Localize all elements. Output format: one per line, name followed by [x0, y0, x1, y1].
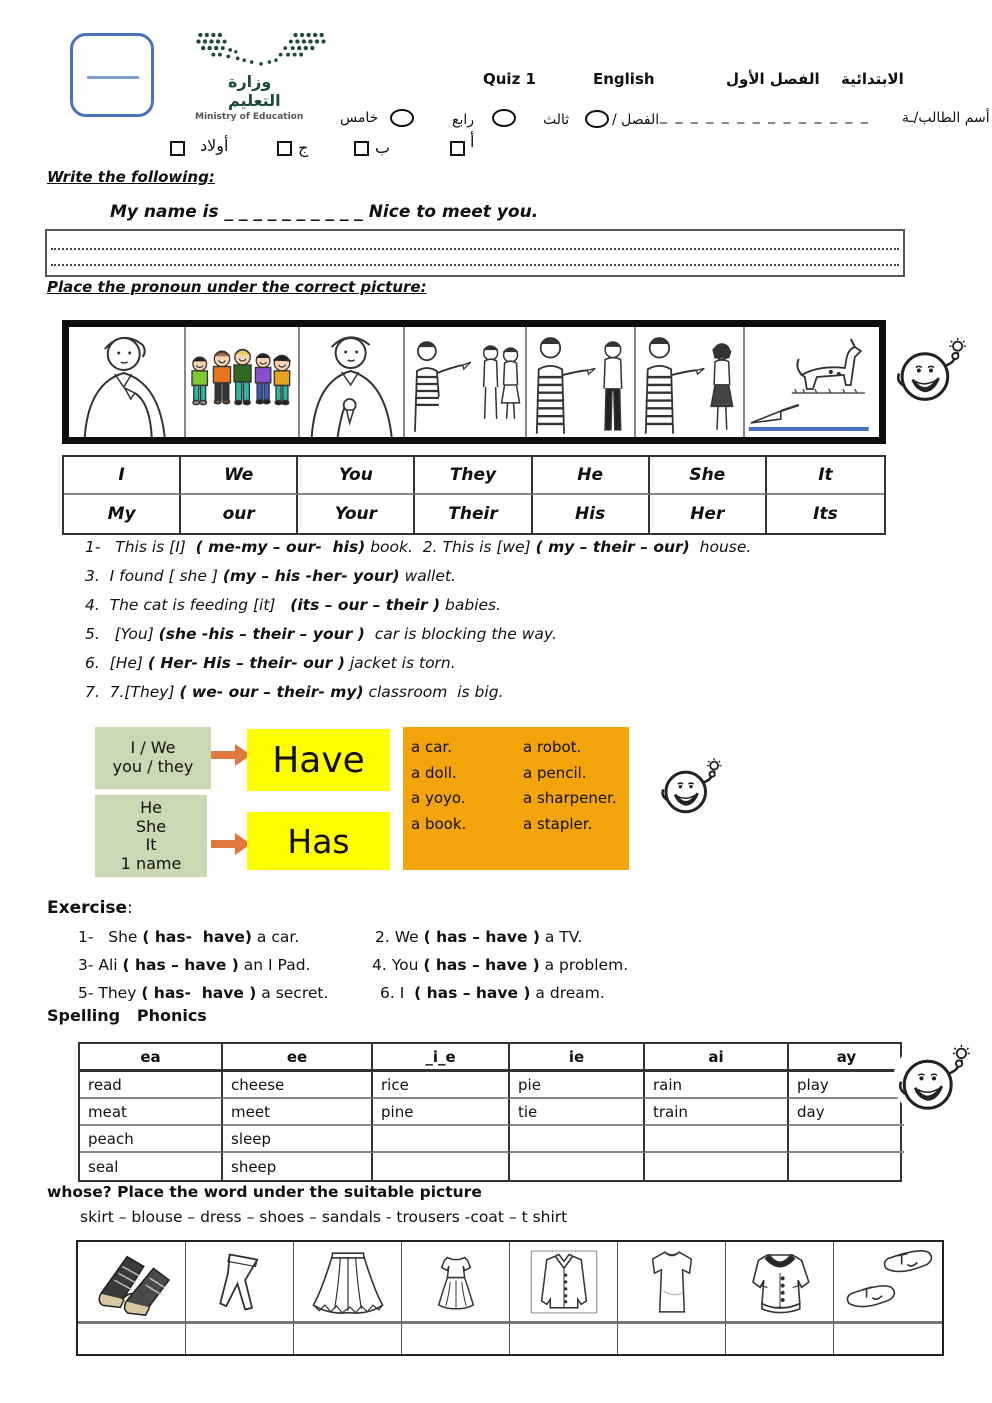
phonics-answer-cell[interactable]: [510, 1153, 645, 1180]
has-subjects-line: She: [135, 816, 167, 836]
pronoun-table: [62, 455, 886, 535]
phonics-cell: peach: [80, 1126, 223, 1153]
object-item: a robot.: [523, 738, 582, 756]
grade-third-label: ثالث: [543, 112, 570, 128]
picture-skirt: [294, 1242, 402, 1324]
object-item: a pencil.: [523, 763, 587, 782]
picture-they-boy-pointing-couple: [405, 327, 527, 437]
picture-t-shirt: [618, 1242, 726, 1324]
pronoun-exercise: [85, 533, 945, 707]
exercise-heading: Exercise:: [47, 898, 133, 918]
section-c-checkbox[interactable]: [277, 141, 292, 156]
section-b-label: ب: [375, 138, 391, 157]
phonics-header: ie: [510, 1044, 645, 1072]
picture-she-boy-pointing-woman: [636, 327, 745, 437]
phonics-cell: day: [789, 1099, 904, 1126]
clothing-answer-cell[interactable]: [618, 1324, 726, 1354]
clothing-answer-cell[interactable]: [294, 1324, 402, 1354]
student-name-blank[interactable]: _ _ _ _ _ _ _ _ _ _ _ _ _ _: [660, 108, 870, 124]
has-item-6: 6. I ( has – have ) a dream.: [380, 984, 605, 1002]
objects-panel: [403, 727, 629, 870]
pronoun-cell: You: [298, 457, 415, 495]
has-label: Has: [287, 821, 350, 861]
stage-label: الابتدائية: [841, 70, 904, 88]
exercise-line-1: 1- This is [I] ( me-my – our- his) book. 2. This is [we] ( my – their – our) house.: [85, 538, 752, 556]
class-label: الفصل /: [612, 112, 660, 128]
pronoun-cell: I: [64, 457, 181, 495]
pronoun-cell: It: [767, 457, 884, 495]
exercise-line-4: 4. The cat is feeding [it] (its – our – their ) babies.: [85, 596, 502, 614]
picture-trousers: [186, 1242, 294, 1324]
phonics-cell: seal: [80, 1153, 223, 1180]
pronoun-picture-strip: [62, 320, 886, 444]
section-c-label: ج: [298, 138, 309, 157]
exercise-line-5: 5. [You] (she -his – their – your ) car is blocking the way.: [85, 625, 557, 643]
have-subjects-box: [95, 727, 211, 789]
clothing-answer-cell[interactable]: [726, 1324, 834, 1354]
exercise-line-6: 6. [He] ( Her- His – their- our ) jacket is torn.: [85, 654, 456, 672]
phonics-table: [78, 1042, 902, 1182]
phonics-cell: meet: [223, 1099, 373, 1126]
phonics-answer-cell[interactable]: [510, 1126, 645, 1153]
has-item-3: 3- Ali ( has – have ) an I Pad.: [78, 956, 311, 974]
phonics-answer-cell[interactable]: [373, 1153, 510, 1180]
picture-sandals: [834, 1242, 942, 1324]
has-subjects-line: 1 name: [120, 853, 182, 873]
write-section-title: Write the following:: [47, 168, 215, 186]
smiley-lightbulb-icon: [658, 757, 724, 819]
has-item-4: 4. You ( has – have ) a problem.: [372, 956, 629, 974]
objects-column-1: [411, 735, 466, 837]
phonics-header: ee: [223, 1044, 373, 1072]
pronoun-cell: They: [415, 457, 532, 495]
picture-blouse: [510, 1242, 618, 1324]
has-item-5: 5- They ( has- have ) a secret.: [78, 984, 329, 1002]
clothing-answer-cell[interactable]: [834, 1324, 942, 1354]
pronoun-cell: He: [533, 457, 650, 495]
section-boys-checkbox[interactable]: [170, 141, 185, 156]
has-item-1: 1- She ( has- have) a car.: [78, 928, 300, 946]
picture-shoes: [78, 1242, 186, 1324]
grade-fifth-radio[interactable]: [390, 109, 414, 127]
pronoun-section-title: Place the pronoun under the correct picture:: [47, 278, 427, 296]
picture-he-boy-pointing-man: [527, 327, 636, 437]
has-item-2: 2. We ( has – have ) a TV.: [375, 928, 583, 946]
term-label: الفصل الأول: [726, 70, 820, 88]
phonics-cell: read: [80, 1072, 223, 1099]
quiz-label: Quiz 1: [483, 70, 536, 88]
object-item: a sharpener.: [523, 789, 617, 807]
grade-fifth-label: خامس: [340, 110, 379, 126]
stamp-line: [87, 76, 139, 79]
phonics-cell: rain: [645, 1072, 789, 1099]
possessive-cell: our: [181, 495, 298, 533]
have-box: [247, 729, 390, 791]
phonics-header: ay: [789, 1044, 904, 1072]
dog-panel-blue-line: [749, 427, 869, 431]
pronoun-cell: We: [181, 457, 298, 495]
object-item: a car.: [411, 738, 452, 756]
possessive-cell: Their: [415, 495, 532, 533]
has-subjects-box: [95, 795, 207, 877]
possessive-cell: His: [533, 495, 650, 533]
have-label: Have: [272, 739, 365, 781]
phonics-answer-cell[interactable]: [789, 1153, 904, 1180]
ministry-logo: [163, 30, 313, 122]
clothing-answer-cell[interactable]: [186, 1324, 294, 1354]
phonics-cell: sheep: [223, 1153, 373, 1180]
phonics-answer-cell[interactable]: [789, 1126, 904, 1153]
clothing-word-list: skirt – blouse – dress – shoes – sandals - trousers -coat – t shirt: [80, 1208, 568, 1226]
phonics-answer-cell[interactable]: [645, 1126, 789, 1153]
grade-third-radio[interactable]: [585, 110, 609, 128]
section-a-checkbox[interactable]: [450, 141, 465, 156]
phonics-cell: sleep: [223, 1126, 373, 1153]
phonics-cell: tie: [510, 1099, 645, 1126]
phonics-cell: meat: [80, 1099, 223, 1126]
dotted-writing-line[interactable]: [51, 264, 899, 266]
phonics-answer-cell[interactable]: [645, 1153, 789, 1180]
object-item: a yoyo.: [411, 789, 466, 807]
ministry-of-education-dots-logo: [191, 30, 331, 68]
object-item: a stapler.: [523, 814, 593, 833]
phonics-cell: pie: [510, 1072, 645, 1099]
has-box: [247, 812, 390, 870]
arrow-has-icon: [211, 832, 251, 856]
picture-dress: [402, 1242, 510, 1324]
possessive-cell: Your: [298, 495, 415, 533]
phonics-cell: train: [645, 1099, 789, 1126]
have-subjects-line: I / We: [130, 738, 176, 757]
phonics-header: ai: [645, 1044, 789, 1072]
grade-fourth-radio[interactable]: [492, 109, 516, 127]
spelling-heading: Spelling Phonics: [47, 1006, 207, 1025]
picture-coat: [726, 1242, 834, 1324]
section-boys-label: أولاد: [200, 136, 229, 155]
school-stamp-box: [70, 33, 154, 117]
possessive-cell: Its: [813, 504, 838, 524]
arrow-have-icon: [211, 743, 251, 767]
picture-you-man-pointing-viewer: [300, 327, 405, 437]
phonics-answer-cell[interactable]: [373, 1126, 510, 1153]
section-b-checkbox[interactable]: [354, 141, 369, 156]
grade-fourth-label: رابع: [452, 112, 474, 128]
has-subjects-line: It: [145, 835, 157, 854]
exercise-line-7: 7. 7.[They] ( we- our – their- my) classroom is big.: [85, 683, 504, 701]
clothing-answer-cell[interactable]: [78, 1324, 186, 1354]
phonics-cell: cheese: [223, 1072, 373, 1099]
pronoun-cell: She: [650, 457, 767, 495]
ministry-name-english: Ministry of Education: [195, 112, 304, 122]
section-a-label: أ: [470, 132, 475, 151]
phonics-cell: rice: [373, 1072, 510, 1099]
subject-label: English: [593, 70, 655, 88]
smiley-lightbulb-icon: [893, 1044, 975, 1116]
phonics-cell: pine: [373, 1099, 510, 1126]
possessive-cell: Her: [650, 495, 767, 533]
writing-lines-box[interactable]: [45, 229, 905, 277]
objects-column-2: [523, 735, 617, 837]
smiley-lightbulb-icon: [893, 336, 969, 408]
picture-i-man-pointing-self: [69, 327, 186, 437]
clothing-answer-cell[interactable]: [510, 1324, 618, 1354]
phonics-header: _i_e: [373, 1044, 510, 1072]
have-subjects-line: you / they: [112, 757, 194, 776]
object-item: a doll.: [411, 763, 457, 782]
phonics-header: ea: [80, 1044, 223, 1072]
object-item: a book.: [411, 814, 467, 833]
clothing-answer-cell[interactable]: [402, 1324, 510, 1354]
ministry-name-arabic: وزارة التعليم: [228, 72, 281, 110]
picture-we-kids-group: [186, 327, 299, 437]
clothing-table: [76, 1240, 944, 1356]
possessive-cell: My: [64, 495, 181, 533]
has-subjects-line: He: [140, 798, 162, 817]
exercise-line-3: 3. I found [ she ] (my – his -her- your) wallet.: [85, 567, 456, 585]
phonics-cell: play: [789, 1072, 904, 1099]
student-name-label: أسم الطالب/ـة: [902, 110, 990, 126]
write-sentence: My name is _ _ _ _ _ _ _ _ _ _ Nice to meet you.: [110, 202, 539, 222]
picture-it-hand-pointing-dog: [745, 327, 879, 437]
dotted-writing-line[interactable]: [51, 248, 899, 250]
whose-heading: whose? Place the word under the suitable picture: [47, 1183, 482, 1201]
